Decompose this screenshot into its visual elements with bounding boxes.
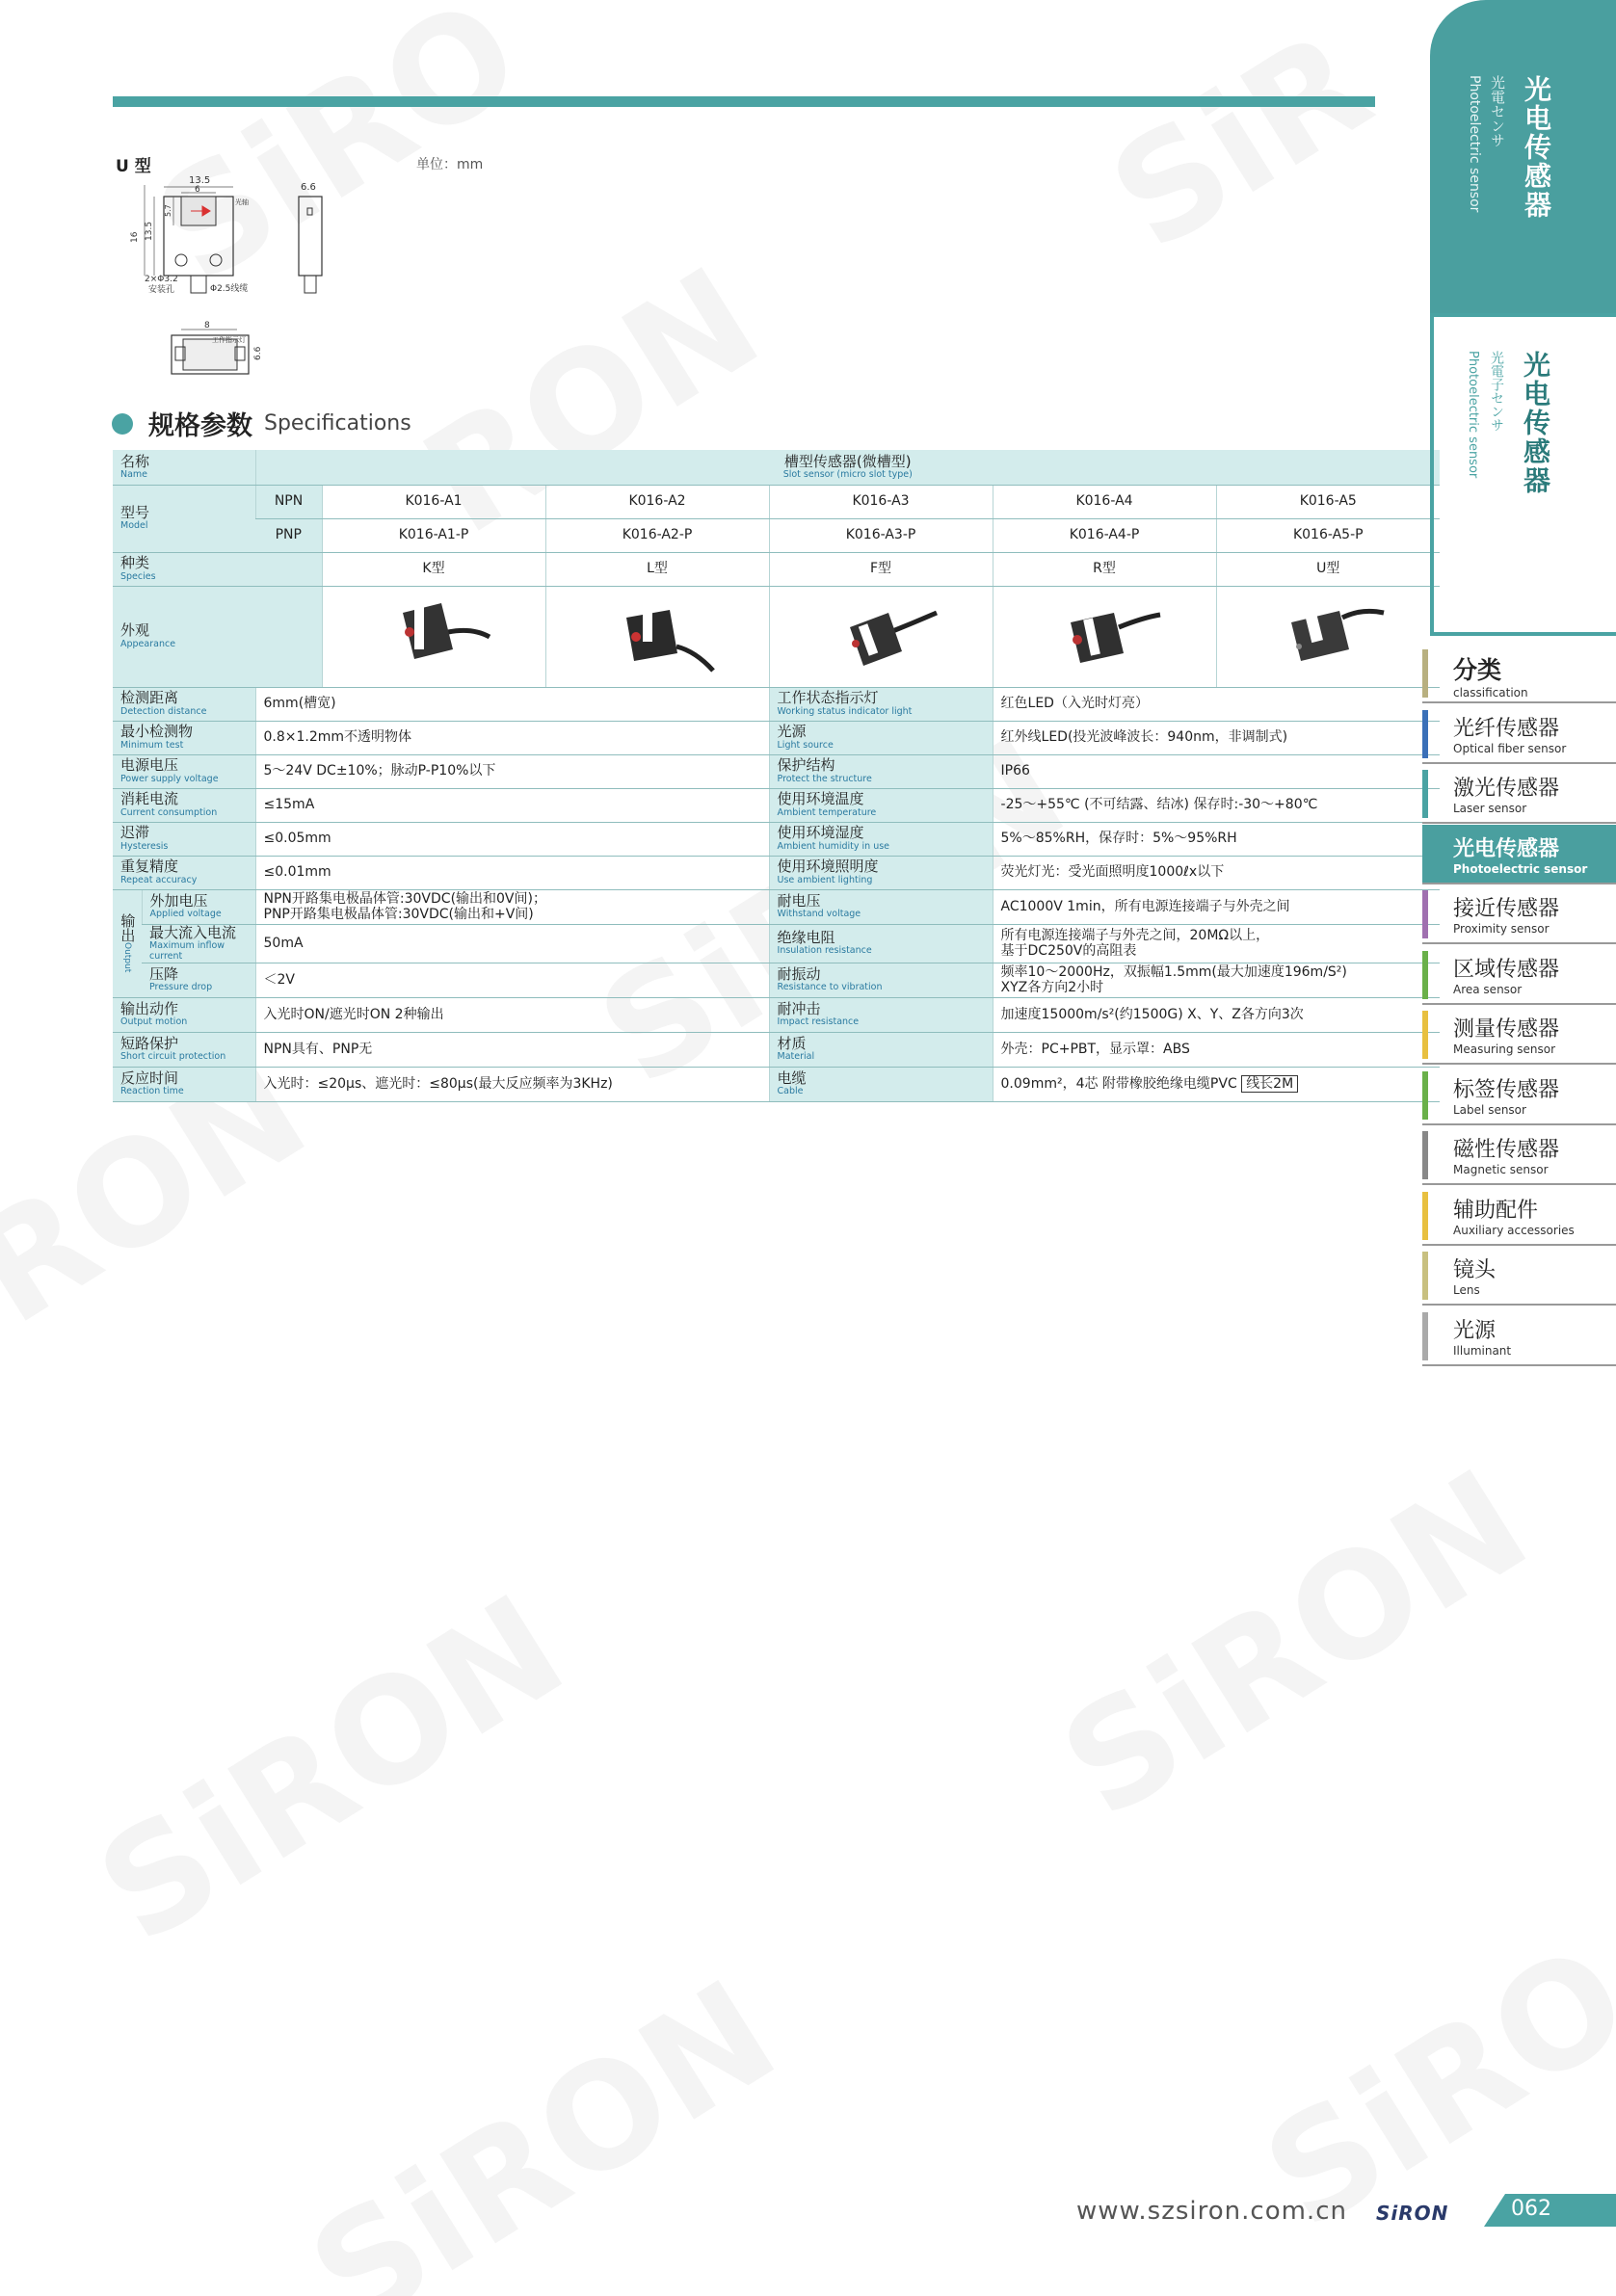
spec-heading <box>112 405 411 442</box>
dim-pitch: 8 <box>204 321 210 330</box>
model-npn-cell: K016-A1 <box>322 485 545 518</box>
category-label: 磁性传感器 <box>1453 1138 1560 1162</box>
sidebar-box-jp: 光電子センサ <box>1489 351 1504 432</box>
spec-label: 电源电压 Power supply voltage <box>113 754 255 788</box>
category-label: 激光传感器 <box>1453 777 1560 801</box>
spec-label: 最小检测物 Minimum test <box>113 721 255 754</box>
table-row <box>113 924 1440 963</box>
spec-value: 红外线LED(投光波峰波长：940nm，非调制式) <box>993 721 1440 754</box>
spec-value: ≤0.05mm <box>255 822 769 856</box>
sidebar-category-10[interactable] <box>1422 1246 1616 1306</box>
output-group-label: 输出 Output <box>113 889 142 997</box>
category-label-en: Area sensor <box>1453 982 1523 996</box>
sidebar-category-9[interactable] <box>1422 1186 1616 1246</box>
dim-bottom-height: 6.6 <box>253 346 263 360</box>
product-photo-r <box>993 586 1216 687</box>
category-color-bar <box>1422 890 1428 938</box>
table-row <box>113 997 1440 1032</box>
model-npn-cell: K016-A2 <box>545 485 769 518</box>
spec-label: 使用环境照明度 Use ambient lighting <box>769 856 993 889</box>
sidebar-category-7[interactable] <box>1422 1066 1616 1125</box>
spec-label: 迟滞 Hysteresis <box>113 822 255 856</box>
category-label-en: Magnetic sensor <box>1453 1163 1549 1176</box>
watermark <box>283 1949 804 2296</box>
dim-body-height: 13.5 <box>145 221 154 241</box>
spec-label: 耐冲击 Impact resistance <box>769 997 993 1032</box>
model-npn-cell: K016-A3 <box>769 485 993 518</box>
optical-axis-label: 光轴 <box>235 198 249 206</box>
sidebar-category-4[interactable] <box>1422 884 1616 944</box>
spec-label: 使用环境温度 Ambient temperature <box>769 788 993 822</box>
pnp-label: PNP <box>255 518 322 552</box>
spec-label: 电缆 Cable <box>769 1067 993 1101</box>
category-label: 接近传感器 <box>1453 897 1560 921</box>
species-cell: F型 <box>769 552 993 586</box>
category-color-bar <box>1422 1252 1428 1300</box>
spec-label: 压降 Pressure drop <box>142 963 255 997</box>
sidebar-top-jp: 光電センサ <box>1489 75 1506 147</box>
cable-length-badge: 线长2M <box>1241 1075 1298 1093</box>
spec-value: ≤0.01mm <box>255 856 769 889</box>
table-row <box>113 1067 1440 1101</box>
category-label-en: Illuminant <box>1453 1343 1512 1358</box>
dimension-drawing <box>116 173 347 390</box>
name-value: 槽型传感器(微槽型) Slot sensor (micro slot type) <box>255 450 1440 485</box>
sidebar-category-6[interactable] <box>1422 1005 1616 1065</box>
sidebar-box-title: 光电传感器 <box>1520 351 1551 495</box>
cable-label: Φ2.5线缆 <box>210 284 249 294</box>
spec-value: 5%～85%RH，保存时：5%～95%RH <box>993 822 1440 856</box>
spec-heading-cn: 规格参数 <box>148 411 252 441</box>
spec-heading-en: Specifications <box>264 411 411 435</box>
sidebar-category-0[interactable] <box>1422 644 1616 703</box>
table-row <box>113 552 1440 586</box>
category-label-en: Proximity sensor <box>1453 922 1550 936</box>
model-pnp-cell: K016-A3-P <box>769 518 993 552</box>
spec-label: 重复精度 Repeat accuracy <box>113 856 255 889</box>
spec-label: 最大流入电流 Maximum inflow current <box>142 924 255 963</box>
category-label-en: Label sensor <box>1453 1102 1526 1117</box>
spec-label: 消耗电流 Current consumption <box>113 788 255 822</box>
watermark <box>71 1564 592 1975</box>
category-label: 光源 <box>1453 1318 1497 1343</box>
spec-value: 0.09mm²，4芯 附带橡胶绝缘电缆PVC 线长2M <box>993 1067 1440 1101</box>
product-photo-k <box>322 586 545 687</box>
model-pnp-cell: K016-A1-P <box>322 518 545 552</box>
spec-value: 5～24V DC±10%；脉动P-P10%以下 <box>255 754 769 788</box>
table-row <box>113 450 1440 485</box>
sidebar-box-tab[interactable] <box>1430 313 1616 636</box>
spec-value: 加速度15000m/s²(约1500G) X、Y、Z各方向3次 <box>993 997 1440 1032</box>
table-row <box>113 721 1440 754</box>
spec-value: ≤15mA <box>255 788 769 822</box>
spec-label: 耐振动 Resistance to vibration <box>769 963 993 997</box>
category-color-bar <box>1422 1011 1428 1059</box>
category-color-bar <box>1422 951 1428 999</box>
species-cell: L型 <box>545 552 769 586</box>
species-cell: K型 <box>322 552 545 586</box>
spec-value: 6mm(槽宽) <box>255 687 769 721</box>
spec-label: 绝缘电阻 Insulation resistance <box>769 924 993 963</box>
model-label: 型号 Model <box>113 485 255 552</box>
sidebar-category-5[interactable] <box>1422 945 1616 1005</box>
category-label: 光电传感器 <box>1453 836 1560 861</box>
model-pnp-cell: K016-A4-P <box>993 518 1216 552</box>
sidebar-category-8[interactable] <box>1422 1125 1616 1185</box>
spec-label: 输出动作 Output motion <box>113 997 255 1032</box>
product-photo-u <box>1216 586 1440 687</box>
category-color-bar <box>1422 1131 1428 1179</box>
dim-depth: 6.6 <box>301 182 316 193</box>
category-label-en: Photoelectric sensor <box>1453 861 1588 876</box>
spec-value: 所有电源连接端子与外壳之间，20MΩ以上， 基于DC250V的高阻表 <box>993 924 1440 963</box>
page-number: 062 <box>1511 2197 1551 2221</box>
species-cell: U型 <box>1216 552 1440 586</box>
watermark <box>1035 1438 1555 1850</box>
category-color-bar <box>1422 1312 1428 1360</box>
sidebar-category-3[interactable] <box>1422 825 1616 884</box>
bullet-icon <box>112 413 133 435</box>
table-row <box>113 856 1440 889</box>
sidebar-top-en: Photoelectric sensor <box>1467 75 1482 213</box>
table-row <box>113 822 1440 856</box>
category-label: 区域传感器 <box>1453 957 1560 982</box>
category-label: 镜头 <box>1453 1258 1497 1282</box>
npn-label: NPN <box>255 485 322 518</box>
top-accent-bar <box>113 96 1375 107</box>
spec-value: 红色LED（入光时灯亮） <box>993 687 1440 721</box>
spec-value: -25～+55℃ (不可结露、结冰) 保存时:-30～+80℃ <box>993 788 1440 822</box>
spec-table <box>113 450 1440 1102</box>
species-cell: R型 <box>993 552 1216 586</box>
sidebar-box-en: Photoelectric sensor <box>1466 351 1480 479</box>
spec-label: 材质 Material <box>769 1032 993 1067</box>
table-row <box>113 586 1440 687</box>
table-row <box>113 485 1440 518</box>
name-label: 名称 Name <box>113 450 255 485</box>
watermark <box>1084 0 1397 282</box>
holes-label: 2×Φ3.2 <box>145 275 178 284</box>
category-label-en: Measuring sensor <box>1453 1042 1556 1056</box>
product-photo-l <box>545 586 769 687</box>
sidebar-category-1[interactable] <box>1422 704 1616 764</box>
category-label: 分类 <box>1453 656 1502 684</box>
spec-value: 荧光灯光：受光面照明度1000ℓx以下 <box>993 856 1440 889</box>
spec-value: 频率10～2000Hz，双振幅1.5mm(最大加速度196m/S²) XYZ各方向2小时 <box>993 963 1440 997</box>
spec-label: 外加电压 Applied voltage <box>142 889 255 924</box>
spec-value: AC1000V 1min，所有电源连接端子与外壳之间 <box>993 889 1440 924</box>
species-label: 种类 Species <box>113 552 322 586</box>
spec-label: 使用环境湿度 Ambient humidity in use <box>769 822 993 856</box>
category-label-en: Auxiliary accessories <box>1453 1223 1575 1237</box>
unit-label: 单位：mm <box>416 157 484 172</box>
spec-label: 反应时间 Reaction time <box>113 1067 255 1101</box>
appearance-label: 外观 Appearance <box>113 586 322 687</box>
spec-value: 外壳：PC+PBT，显示罩：ABS <box>993 1032 1440 1067</box>
category-label-en: Optical fiber sensor <box>1453 741 1567 755</box>
dim-slot-height: 5.7 <box>164 204 172 217</box>
spec-value: 0.8×1.2mm不透明物体 <box>255 721 769 754</box>
model-npn-cell: K016-A5 <box>1216 485 1440 518</box>
spec-label: 耐电压 Withstand voltage <box>769 889 993 924</box>
table-row <box>113 788 1440 822</box>
spec-value: 50mA <box>255 924 769 963</box>
spec-label: 短路保护 Short circuit protection <box>113 1032 255 1067</box>
table-row <box>113 687 1440 721</box>
spec-label: 光源 Light source <box>769 721 993 754</box>
drawing-title: U 型 <box>116 157 151 176</box>
category-label: 光纤传感器 <box>1453 716 1560 741</box>
category-label-en: Laser sensor <box>1453 802 1527 815</box>
sidebar-category-2[interactable] <box>1422 764 1616 824</box>
website-url[interactable]: www.szsiron.com.cn <box>1076 2197 1347 2226</box>
table-row <box>113 518 1440 552</box>
spec-value: 入光时：≤20μs、遮光时：≤80μs(最大反应频率为3KHz) <box>255 1067 769 1101</box>
spec-value: NPN开路集电极晶体管:30VDC(输出和0V间)； PNP开路集电极晶体管:30VDC(输出和+V间) <box>255 889 769 924</box>
table-row <box>113 889 1440 924</box>
model-pnp-cell: K016-A5-P <box>1216 518 1440 552</box>
category-label: 测量传感器 <box>1453 1017 1560 1042</box>
table-row <box>113 963 1440 997</box>
spec-value: 入光时ON/遮光时ON 2种输出 <box>255 997 769 1032</box>
model-npn-cell: K016-A4 <box>993 485 1216 518</box>
dim-width: 13.5 <box>189 175 211 186</box>
category-color-bar <box>1422 831 1428 879</box>
spec-label: 工作状态指示灯 Working status indicator light <box>769 687 993 721</box>
category-color-bar <box>1422 710 1428 758</box>
category-label-en: Lens <box>1453 1283 1480 1297</box>
brand-logo: SiRON <box>1376 2202 1449 2225</box>
category-color-bar <box>1422 770 1428 818</box>
table-row <box>113 1032 1440 1067</box>
mount-holes-label: 安装孔 <box>148 285 175 295</box>
dim-slot-width: 6 <box>195 185 200 195</box>
table-row <box>113 754 1440 788</box>
category-label-en: classification <box>1453 686 1528 699</box>
spec-value: NPN具有、PNP无 <box>255 1032 769 1067</box>
sidebar-top-tab[interactable] <box>1430 0 1616 313</box>
indicator-label: 工作指示灯 <box>212 336 246 344</box>
spec-value: IP66 <box>993 754 1440 788</box>
spec-label: 保护结构 Protect the structure <box>769 754 993 788</box>
category-color-bar <box>1422 1192 1428 1240</box>
spec-label: 检测距离 Detection distance <box>113 687 255 721</box>
category-label: 辅助配件 <box>1453 1198 1539 1223</box>
sidebar-top-title: 光电传感器 <box>1521 75 1552 220</box>
category-color-bar <box>1422 649 1428 698</box>
dim-height: 16 <box>130 231 140 243</box>
category-label: 标签传感器 <box>1453 1077 1560 1102</box>
model-pnp-cell: K016-A2-P <box>545 518 769 552</box>
category-color-bar <box>1422 1071 1428 1120</box>
spec-value: ＜2V <box>255 963 769 997</box>
product-photo-f <box>769 586 993 687</box>
sidebar-category-11[interactable] <box>1422 1306 1616 1366</box>
